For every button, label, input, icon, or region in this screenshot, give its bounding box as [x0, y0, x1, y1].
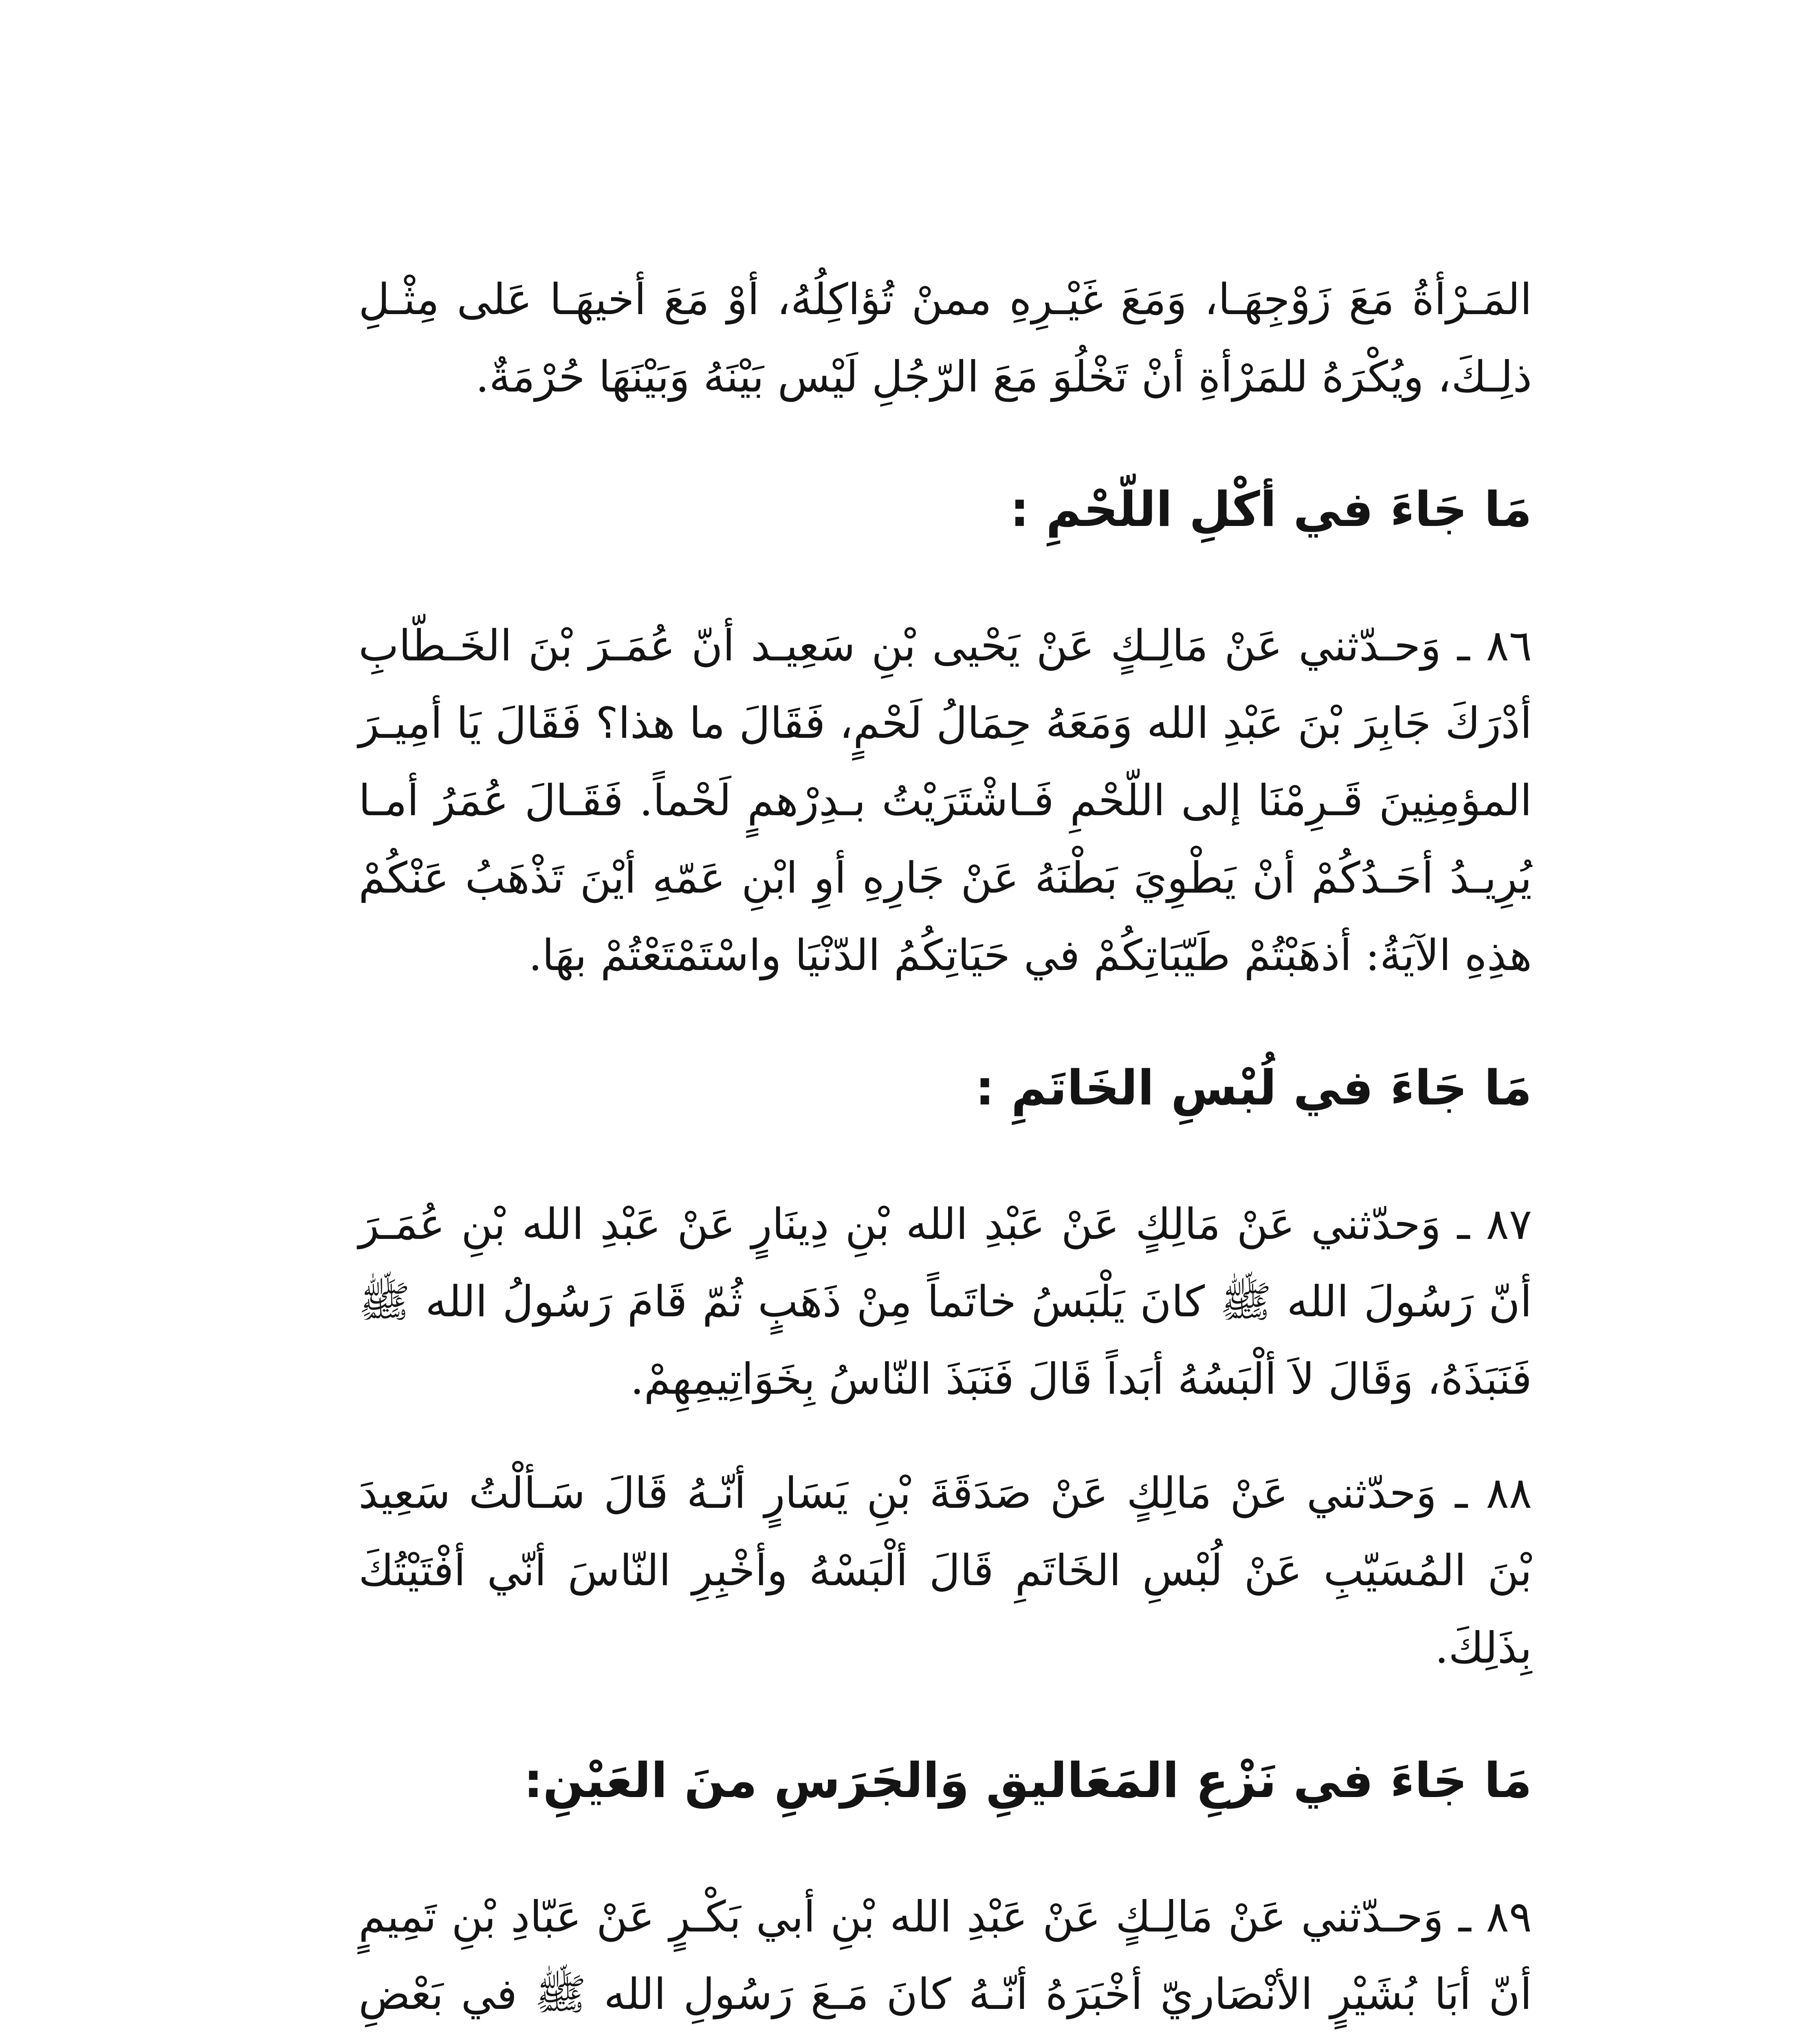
page-body [359, 261, 1532, 2037]
hadith-88: ٨٨ ـ وَحدّثني عَنْ مَالِكٍ عَنْ صَدَقَةَ بْنِ يَسَارٍ أنّـهُ قَالَ سَـألْتُ سَعِيدَ بْنَ المُسَيّبِ عَنْ لُبْسِ الخَاتَمِ قَالَ ألْبَسْهُ وأخْبِرِ النّاسَ أنّي أفْتَيْتُكَ بِذَلِكَ. [359, 1468, 1532, 1673]
section-heading-removing-amulets: مَا جَاءَ في نَزْعِ المَعَاليقِ وَالجَرَسِ منَ العَيْنِ: [524, 1752, 1532, 1808]
section-heading-wearing-ring: مَا جَاءَ في لُبْسِ الخَاتَمِ : [975, 1060, 1532, 1116]
intro-paragraph: المَـرْأةُ مَعَ زَوْجِهَـا، وَمَعَ غَيْـرِهِ ممنْ تُؤاكِلُهُ، أوْ مَعَ أخيهَـا عَلى مِثْـلِ ذلِـكَ، ويُكْرَهُ للمَرْأةِ أنْ تَخْلُوَ مَعَ الرّجُلِ لَيْس بَيْنَهُ وَبَيْنَهَا حُرْمَةٌ. [359, 275, 1532, 402]
hadith-89: ٨٩ ـ وَحـدّثني عَنْ مَالِـكٍ عَنْ عَبْدِ الله بْنِ أبي بَكْـرٍ عَنْ عَبّادِ بْنِ تَمِيمٍ أنّ أبَا بُشَيْرٍ الأنْصَاريّ أخْبَرَهُ أنّـهُ كانَ مَـعَ رَسُولِ الله ﷺ في بَعْضِ [359, 1892, 1532, 2019]
hadith-87: ٨٧ ـ وَحدّثني عَنْ مَالِكٍ عَنْ عَبْدِ الله بْنِ دِينَارٍ عَنْ عَبْدِ الله بْنِ عُمَـرَ أنّ رَسُولَ الله ﷺ كانَ يَلْبَسُ خاتَماً مِنْ ذَهَبٍ ثُمّ قَامَ رَسُولُ الله ﷺ فَنَبَذَهُ، وَقَالَ لاَ ألْبَسُهُ أبَداً قَالَ فَنَبَذَ النّاسُ بِخَوَاتِيمِهِمْ. [359, 1199, 1532, 1404]
hadith-86: ٨٦ ـ وَحـدّثني عَنْ مَالِـكٍ عَنْ يَحْيى بْنِ سَعِيـد أنّ عُمَـرَ بْنَ الخَـطّابِ أدْرَكَ جَابِرَ بْنَ عَبْدِ الله وَمَعَهُ حِمَالُ لَحْمٍ، فَقَالَ ما هذا؟ فَقَالَ يَا أمِيـرَ المؤمِنِينَ قَـرِمْنَا إلى اللّحْمِ فَـاشْتَرَيْتُ بـدِرْهمٍ لَحْماً. فَقَـالَ عُمَرُ أمـا يُرِيـدُ أحَـدُكُمْ أنْ يَطْوِيَ بَطْنَهُ عَنْ جَارِهِ أوِ ابْنِ عَمّهِ أيْنَ تَذْهَبُ عَنْكُمْ هذِهِ الآيَةُ: أذهَبْتُمْ طَيّبَاتِكُمْ في حَيَاتِكُمُ الدّنْيَا واسْتَمْتَعْتُمْ بهَا. [359, 621, 1532, 980]
section-heading-eating-meat: مَا جَاءَ في أكْلِ اللّحْمِ : [1010, 481, 1532, 537]
